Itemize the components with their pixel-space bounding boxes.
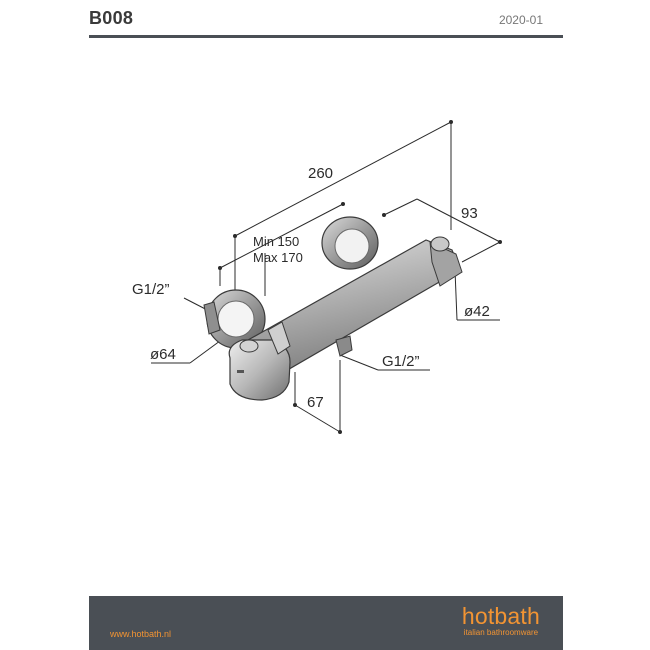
dim-spacing-min: Min 150 [253, 234, 300, 249]
dim-spacing-max: Max 170 [253, 250, 303, 265]
brand-name: hotbath [461, 603, 540, 629]
dim-outlet-offset: 67 [307, 394, 324, 411]
dim-total-length: 260 [308, 165, 334, 182]
footer-bar [89, 596, 563, 650]
dim-outlet-thread: G1/2” [382, 353, 420, 370]
revision-date: 2020-01 [498, 13, 543, 27]
dim-inlet-thread: G1/2” [132, 281, 170, 298]
dim-rosette-diameter: ø64 [150, 346, 176, 363]
thermostat-mixer-illustration [204, 217, 462, 400]
website-link[interactable]: www.hotbath.nl [110, 629, 172, 639]
product-code: B008 [89, 8, 134, 28]
dim-depth: 93 [461, 205, 478, 222]
brand-logo [462, 605, 540, 638]
brand-tagline: italian bathroomware [463, 628, 539, 637]
dim-body-diameter: ø42 [464, 303, 490, 320]
